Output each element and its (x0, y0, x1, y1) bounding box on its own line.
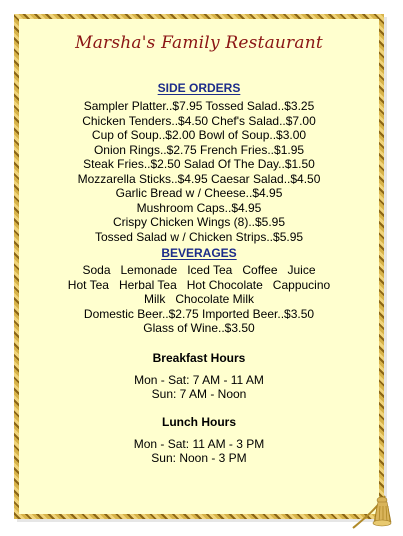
side-order-line: Onion Rings..$2.75 French Fries..$1.95 (93, 142, 305, 157)
side-order-line: Garlic Bread w / Cheese..$4.95 (115, 186, 283, 200)
breakfast-hours-heading: Breakfast Hours (152, 350, 246, 365)
beverages-heading: BEVERAGES (161, 246, 237, 260)
side-orders-heading: SIDE ORDERS (157, 81, 241, 95)
lunch-hours-heading: Lunch Hours (162, 414, 236, 429)
side-order-line: Mushroom Caps..$4.95 (136, 200, 262, 215)
page-title: Marsha's Family Restaurant (75, 33, 323, 53)
menu-content (19, 81, 379, 465)
breakfast-hours-line: Sun: 7 AM - Noon (151, 386, 247, 401)
beverage-line: Milk Chocolate Milk (143, 292, 255, 306)
side-order-line: Crispy Chicken Wings (8)..$5.95 (112, 215, 286, 229)
breakfast-hours-section (19, 351, 379, 401)
beverage-line: Glass of Wine..$3.50 (143, 321, 255, 335)
beverages-list (19, 263, 379, 336)
lunch-hours-line: Mon - Sat: 11 AM - 3 PM (133, 436, 265, 451)
beverage-line: Domestic Beer..$2.75 Imported Beer..$3.50 (83, 306, 315, 321)
lunch-hours-section (19, 415, 379, 465)
side-orders-list (19, 99, 379, 244)
tassel-icon (351, 488, 399, 532)
side-order-line: Cup of Soup..$2.00 Bowl of Soup..$3.00 (91, 128, 307, 142)
beverage-line: Soda Lemonade Iced Tea Coffee Juice (82, 263, 316, 277)
breakfast-hours-line: Mon - Sat: 7 AM - 11 AM (134, 372, 264, 387)
side-order-line: Sampler Platter..$7.95 Tossed Salad..$3.25 (83, 99, 315, 113)
side-order-line: Mozzarella Sticks..$4.95 Caesar Salad..$4.50 (77, 171, 321, 186)
side-order-line: Chicken Tenders..$4.50 Chef's Salad..$7.00 (82, 113, 316, 128)
side-order-line: Tossed Salad w / Chicken Strips..$5.95 (94, 229, 304, 244)
beverage-line: Hot Tea Herbal Tea Hot Chocolate Cappucino (67, 277, 331, 292)
side-order-line: Steak Fries..$2.50 Salad Of The Day..$1.50 (83, 157, 315, 171)
lunch-hours-line: Sun: Noon - 3 PM (151, 450, 247, 465)
menu-parchment (14, 14, 384, 519)
